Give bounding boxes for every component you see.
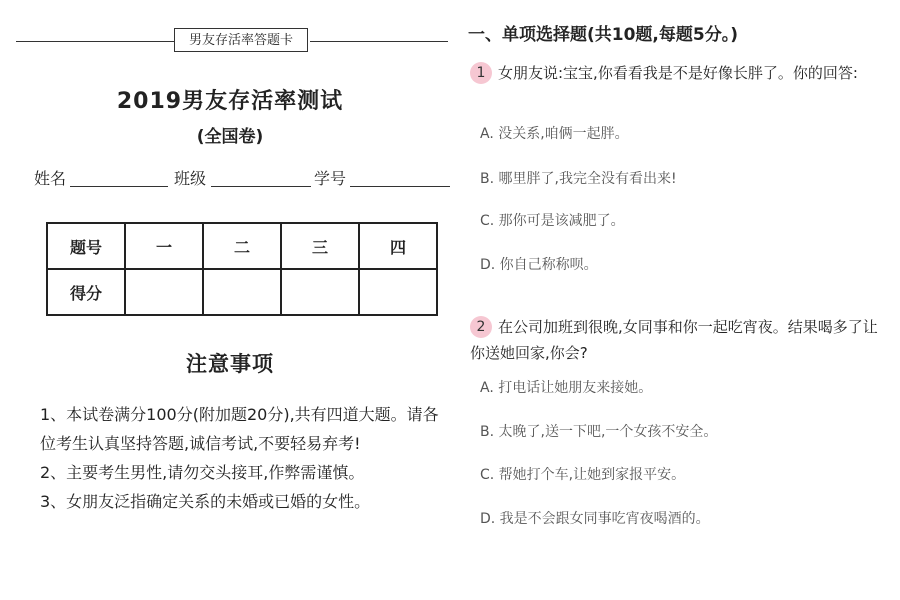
question-2 bbox=[470, 314, 890, 366]
section-title: 一、单项选择题(共10题,每题5分。) bbox=[468, 25, 738, 45]
table-cell: 三 bbox=[281, 223, 359, 269]
id-blank[interactable] bbox=[350, 186, 450, 187]
table-cell: 二 bbox=[203, 223, 281, 269]
note-item: 1、本试卷满分100分(附加题20分),共有四道大题。请各位考生认真坚持答题,诚信考试,不要轻易弃考! bbox=[40, 405, 439, 453]
id-label: 学号 bbox=[314, 169, 347, 188]
table-cell: 题号 bbox=[47, 223, 125, 269]
note-item: 2、主要考生男性,请勿交头接耳,作弊需谨慎。 bbox=[40, 463, 365, 482]
table-row bbox=[47, 223, 437, 269]
name-label: 姓名 bbox=[34, 169, 67, 188]
score-table bbox=[46, 222, 438, 316]
option-b[interactable]: B. 太晚了,送一下吧,一个女孩不安全。 bbox=[480, 424, 718, 440]
question-text: 女朋友说:宝宝,你看看我是不是好像长胖了。你的回答: bbox=[498, 64, 858, 82]
option-d[interactable]: D. 你自己称称呗。 bbox=[480, 257, 598, 273]
question-text: 在公司加班到很晚,女同事和你一起吃宵夜。结果喝多了让你送她回家,你会? bbox=[470, 318, 878, 362]
option-c[interactable]: C. 那你可是该减肥了。 bbox=[480, 213, 625, 229]
table-cell: 得分 bbox=[47, 269, 125, 315]
table-cell: 四 bbox=[359, 223, 437, 269]
table-cell: 一 bbox=[125, 223, 203, 269]
header-label: 男友存活率答题卡 bbox=[174, 28, 308, 52]
header-rule-left bbox=[16, 41, 174, 42]
question-1 bbox=[470, 60, 890, 86]
notice-title: 注意事项 bbox=[186, 352, 274, 376]
notes-list bbox=[40, 400, 450, 516]
option-a[interactable]: A. 没关系,咱俩一起胖。 bbox=[480, 126, 629, 142]
question-right-page bbox=[460, 0, 900, 600]
option-a[interactable]: A. 打电话让她朋友来接她。 bbox=[480, 380, 653, 396]
score-cell[interactable] bbox=[125, 269, 203, 315]
header-rule-right bbox=[310, 41, 448, 42]
score-cell[interactable] bbox=[203, 269, 281, 315]
option-d[interactable]: D. 我是不会跟女同事吃宵夜喝酒的。 bbox=[480, 511, 710, 527]
note-item: 3、女朋友泛指确定关系的未婚或已婚的女性。 bbox=[40, 492, 371, 511]
question-number-badge: 1 bbox=[470, 62, 492, 84]
question-number-badge: 2 bbox=[470, 316, 492, 338]
option-c[interactable]: C. 帮她打个车,让她到家报平安。 bbox=[480, 467, 686, 483]
score-cell[interactable] bbox=[359, 269, 437, 315]
name-blank[interactable] bbox=[70, 186, 168, 187]
exam-title: 2019男友存活率测试 bbox=[116, 89, 344, 114]
score-cell[interactable] bbox=[281, 269, 359, 315]
class-blank[interactable] bbox=[211, 186, 311, 187]
option-b[interactable]: B. 哪里胖了,我完全没有看出来! bbox=[480, 171, 677, 187]
class-label: 班级 bbox=[174, 169, 207, 188]
table-row bbox=[47, 269, 437, 315]
exam-subtitle: (全国卷) bbox=[196, 127, 264, 147]
